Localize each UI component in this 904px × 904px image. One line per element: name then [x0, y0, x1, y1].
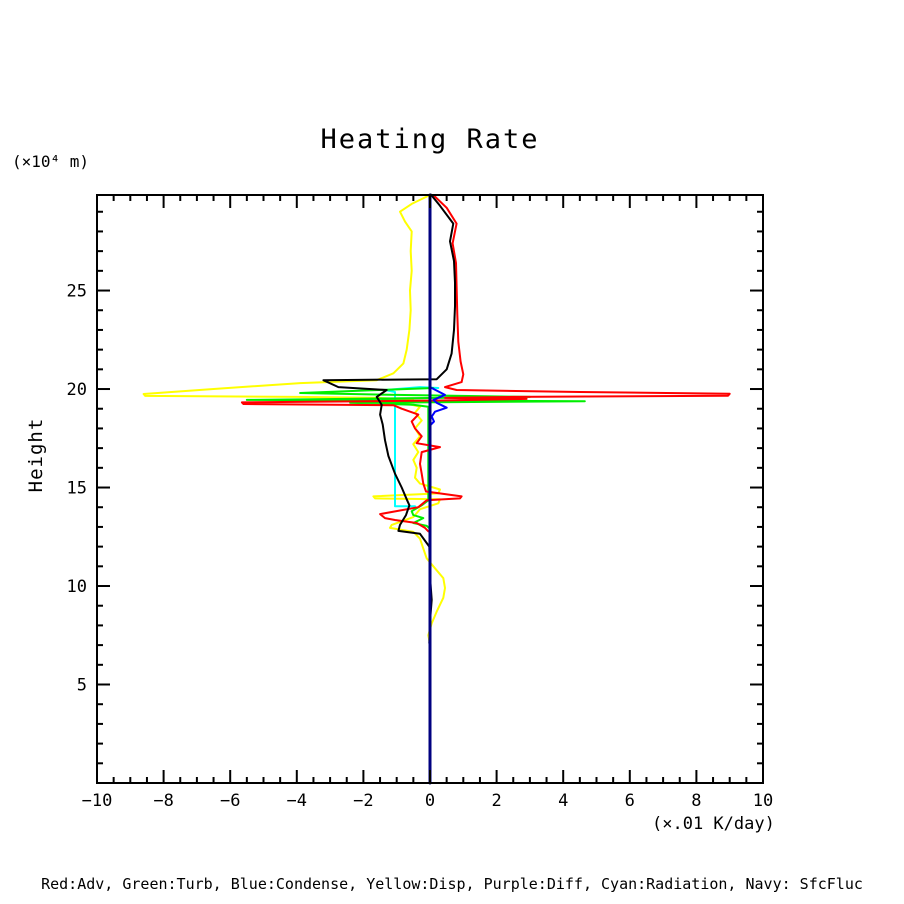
- x-tick-label: 2: [491, 791, 502, 811]
- x-tick-label: 8: [691, 791, 702, 811]
- series-yellow-line: [144, 195, 445, 644]
- y-tick-label: 10: [66, 577, 87, 598]
- y-axis-label: Height: [25, 417, 47, 493]
- x-tick-label: −6: [219, 791, 241, 811]
- series-red-line: [242, 195, 730, 531]
- x-axis-unit-label: (×.01 K/day): [652, 814, 775, 834]
- x-tick-label: 4: [558, 791, 569, 811]
- x-tick-label: 0: [424, 791, 436, 811]
- y-tick-label: 25: [66, 281, 87, 302]
- series-blue-line: [430, 387, 447, 425]
- series-black-line: [323, 194, 455, 643]
- y-tick-label: 20: [66, 380, 87, 401]
- x-tick-label: 6: [624, 791, 635, 811]
- y-tick-label: 15: [66, 478, 87, 499]
- legend-text: Red:Adv, Green:Turb, Blue:Condense, Yellow:Disp, Purple:Diff, Cyan:Radiation, Navy: SfcFluc: [41, 875, 863, 893]
- chart-title: Heating Rate: [320, 124, 540, 155]
- x-tick-label: −4: [286, 791, 308, 811]
- y-axis-unit-label: (×10⁴ m): [12, 152, 90, 171]
- x-tick-label: −8: [153, 791, 174, 811]
- x-tick-label: 10: [752, 791, 774, 811]
- y-tick-label: 5: [76, 675, 87, 696]
- x-tick-label: −2: [353, 791, 374, 811]
- x-tick-label: −10: [81, 791, 113, 811]
